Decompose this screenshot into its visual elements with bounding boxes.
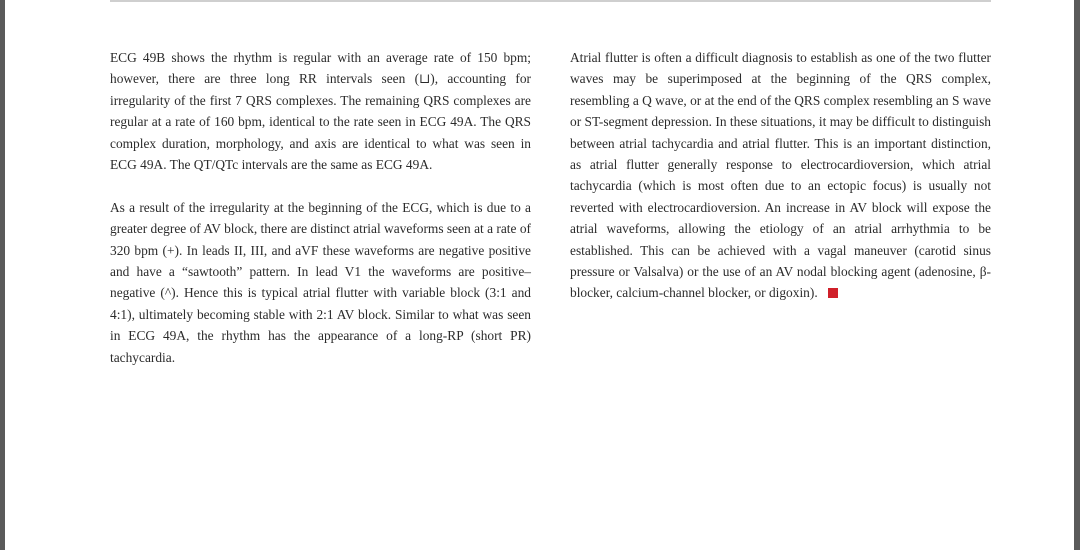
left-text-column	[110, 47, 531, 368]
viewer-right-edge	[1074, 0, 1080, 550]
paragraph-atrial-flutter	[570, 47, 991, 304]
page-top-divider	[110, 0, 991, 2]
end-of-section-mark	[828, 288, 838, 298]
viewer-left-edge	[0, 0, 5, 550]
paragraph-ecg-49b: ECG 49B shows the rhythm is regular with an average rate of 150 bpm; however, there are three long RR intervals seen (⊔), accounting for irregularity of the first 7 QRS complexes. The remaining QRS complexes are regular at a rate of 160 bpm, identical to the rate seen in ECG 49A. The QRS complex duration, morphology, and axis are identical to what was seen in ECG 49A. The QT/QTc intervals are the same as ECG 49A.	[110, 50, 531, 173]
right-text-column	[570, 47, 991, 304]
paragraph-irregularity: As a result of the irregularity at the beginning of the ECG, which is due to a greater degree of AV block, there are distinct atrial waveforms seen at a rate of 320 bpm (+). In leads II, III, and aVF these waveforms are negative positive and have a “sawtooth” pattern. In lead V1 the waveforms are positive–negative (^). Hence this is typical atrial flutter with variable block (3:1 and 4:1), ultimately becoming stable with 2:1 AV block. Similar to what was seen in ECG 49A, the rhythm has the appearance of a long-RP (short PR) tachycardia.	[110, 199, 531, 365]
paragraph-atrial-flutter-text: Atrial flutter is often a difficult diagnosis to establish as one of the two flutter waves may be superimposed at the beginning of the QRS complex, resembling a Q wave, or at the end of the QRS complex resembling an S wave or ST-segment depression. In these situations, it may be difficult to distinguish between atrial tachycardia and atrial flutter. This is an important distinction, as atrial flutter generally response to electrocardioversion, which atrial tachycardia (which is most often due to an ectopic focus) is usually not reverted with electrocardioversion. An increase in AV block will expose the atrial waveforms, allowing the etiology of an atrial arrhythmia to be established. This can be achieved with a vagal maneuver (carotid sinus pressure or Valsalva) or the use of an AV nodal blocking agent (adenosine, β-blocker, calcium-channel blocker, or digoxin).	[570, 50, 991, 301]
